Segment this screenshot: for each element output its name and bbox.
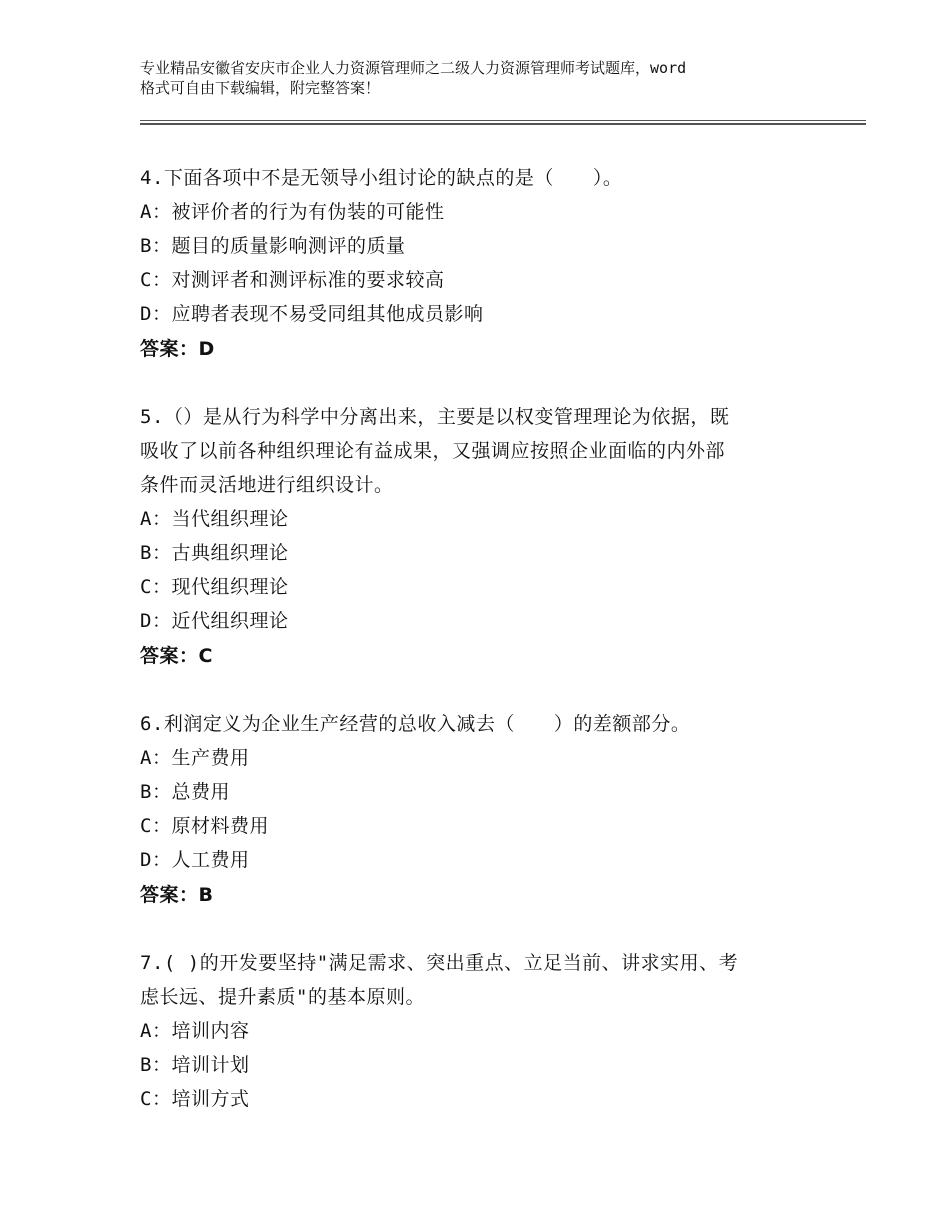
question-6-option-a: A：生产费用 xyxy=(140,747,250,769)
question-5-option-c: C：现代组织理论 xyxy=(140,576,289,598)
question-5-stem-line-3: 条件而灵活地进行组织设计。 xyxy=(140,474,394,496)
question-4-option-c: C：对测评者和测评标准的要求较高 xyxy=(140,269,445,291)
question-7-stem-line-1: 7.( )的开发要坚持"满足需求、突出重点、立足当前、讲求实用、考 xyxy=(140,952,739,974)
question-7-option-b: B：培训计划 xyxy=(140,1054,250,1076)
question-5-option-a: A：当代组织理论 xyxy=(140,508,289,530)
question-5-option-d: D：近代组织理论 xyxy=(140,610,289,632)
question-7-option-a: A：培训内容 xyxy=(140,1020,250,1042)
question-6-option-b: B：总费用 xyxy=(140,781,230,803)
question-4-stem: 4.下面各项中不是无领导小组讨论的缺点的是（ ）。 xyxy=(140,167,623,189)
question-5-stem-line-2: 吸收了以前各种组织理论有益成果，又强调应按照企业面临的内外部 xyxy=(140,440,726,462)
question-6-stem: 6.利润定义为企业生产经营的总收入减去（ ）的差额部分。 xyxy=(140,713,691,735)
header-divider-thick xyxy=(140,123,866,125)
header-line-1: 专业精品安徽省安庆市企业人力资源管理师之二级人力资源管理师考试题库，word xyxy=(140,59,687,77)
question-6-option-c: C：原材料费用 xyxy=(140,815,269,837)
question-4-option-b: B：题目的质量影响测评的质量 xyxy=(140,235,406,257)
question-4-option-a: A：被评价者的行为有伪装的可能性 xyxy=(140,201,445,223)
document-header xyxy=(140,58,840,98)
question-4-answer: 答案：D xyxy=(140,338,215,360)
header-line-2: 格式可自由下载编辑，附完整答案！ xyxy=(140,79,381,97)
question-4-option-d: D：应聘者表现不易受同组其他成员影响 xyxy=(140,303,484,325)
question-7-stem-line-2: 虑长远、提升素质"的基本原则。 xyxy=(140,986,425,1008)
question-5-option-b: B：古典组织理论 xyxy=(140,542,289,564)
question-5-stem-line-1: 5.（）是从行为科学中分离出来，主要是以权变管理理论为依据，既 xyxy=(140,406,730,428)
question-5-answer: 答案：C xyxy=(140,645,213,667)
question-6-answer: 答案：B xyxy=(140,884,214,906)
question-6-option-d: D：人工费用 xyxy=(140,849,250,871)
question-7-option-c: C：培训方式 xyxy=(140,1088,250,1110)
header-divider-thin xyxy=(140,120,866,121)
